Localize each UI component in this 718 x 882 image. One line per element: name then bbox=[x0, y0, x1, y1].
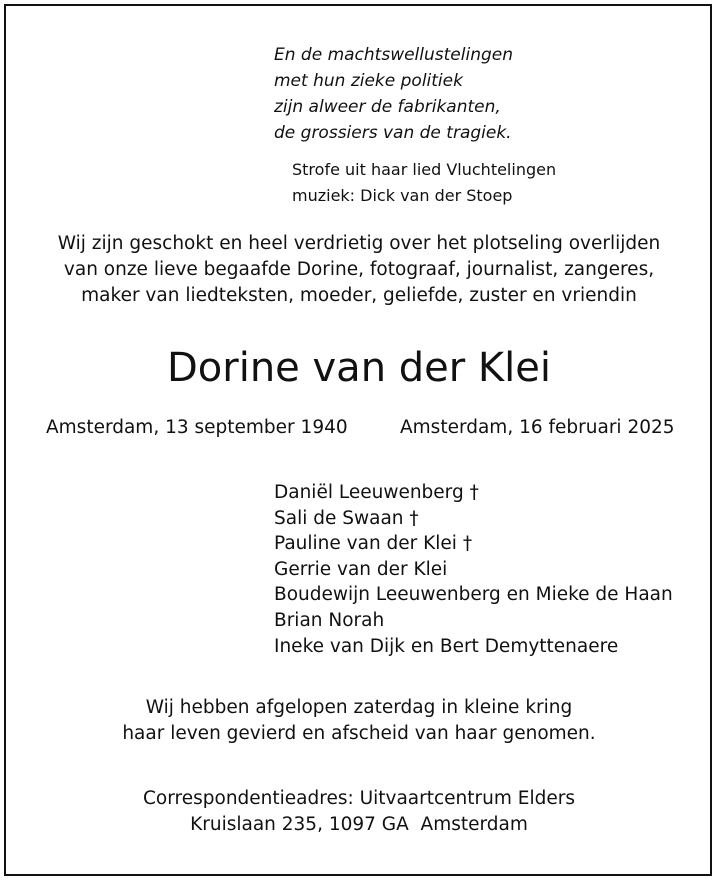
poem-line: zijn alweer de fabrikanten, bbox=[274, 97, 501, 117]
relative-name: Daniël Leeuwenberg † bbox=[274, 482, 479, 503]
poem-line: En de machtswellustelingen bbox=[274, 45, 514, 65]
intro-line: Wij zijn geschokt en heel verdrietig over het plotseling overlijden bbox=[57, 233, 661, 254]
address-line: Correspondentieadres: Uitvaartcentrum Elders bbox=[143, 788, 575, 809]
closing-line: haar leven gevierd en afscheid van haar genomen. bbox=[122, 723, 596, 744]
relative-name: Brian Norah bbox=[274, 609, 385, 631]
poem-stanza bbox=[274, 42, 513, 146]
relative-name: Gerrie van der Klei bbox=[274, 558, 448, 580]
deceased-name: Dorine van der Klei bbox=[167, 345, 551, 391]
poem-line: de grossiers van de tragiek. bbox=[274, 123, 512, 143]
relative-name: Pauline van der Klei † bbox=[274, 533, 473, 555]
birth-date: Amsterdam, 13 september 1940 bbox=[46, 417, 348, 438]
closing-text bbox=[0, 695, 718, 747]
intro-line: van onze lieve begaafde Dorine, fotograaf, journalist, zangeres, bbox=[63, 259, 655, 280]
relative-name: Sali de Swaan † bbox=[274, 507, 419, 529]
relative-name: Boudewijn Leeuwenberg en Mieke de Haan bbox=[274, 584, 673, 606]
address-line: Kruislaan 235, 1097 GA Amsterdam bbox=[190, 814, 528, 835]
song-credit: Strofe uit haar lied Vluchtelingen bbox=[292, 160, 557, 179]
relative-name: Ineke van Dijk en Bert Demyttenaere bbox=[274, 635, 619, 657]
intro-line: maker van liedteksten, moeder, geliefde, zuster en vriendin bbox=[81, 285, 637, 306]
relatives-list bbox=[274, 480, 673, 659]
correspondence-address bbox=[0, 786, 718, 838]
death-date: Amsterdam, 16 februari 2025 bbox=[400, 417, 675, 438]
poem-source bbox=[292, 157, 556, 209]
poem-line: met hun zieke politiek bbox=[274, 71, 463, 91]
closing-line: Wij hebben afgelopen zaterdag in kleine kring bbox=[145, 697, 573, 718]
intro-text bbox=[0, 231, 718, 309]
music-credit: muziek: Dick van der Stoep bbox=[292, 186, 513, 205]
